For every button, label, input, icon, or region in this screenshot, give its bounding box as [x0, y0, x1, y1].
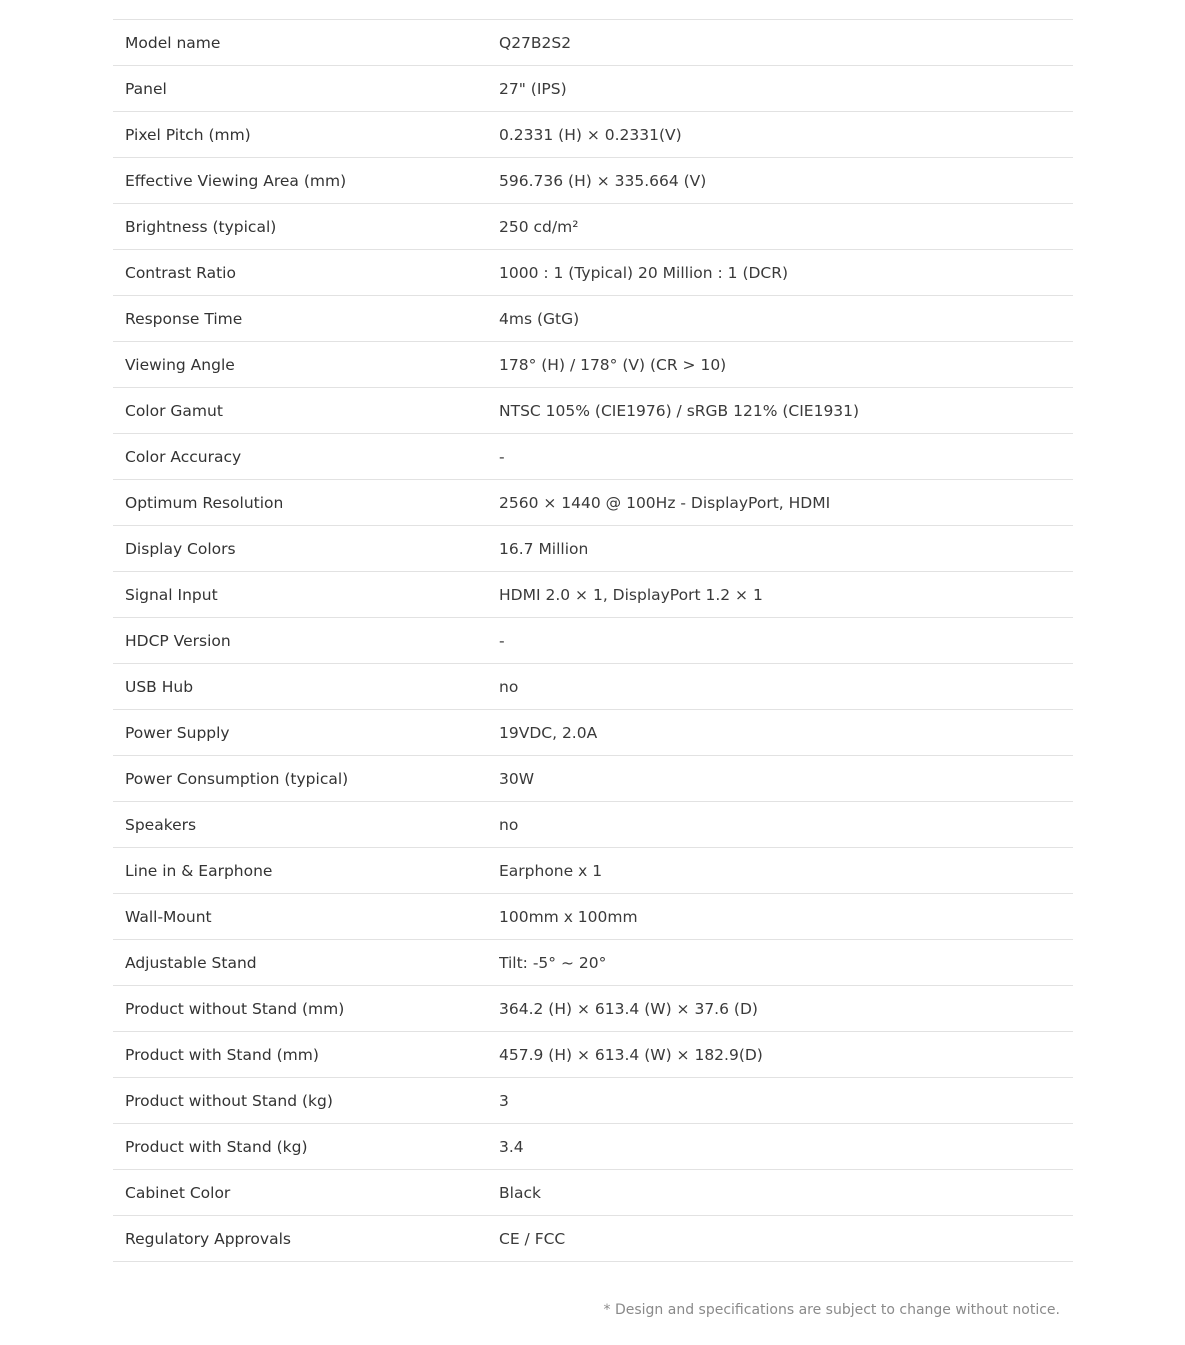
spec-value: Q27B2S2 — [499, 20, 1073, 66]
spec-label: Line in & Earphone — [113, 848, 499, 894]
spec-value: Tilt: -5° ~ 20° — [499, 940, 1073, 986]
spec-label: Viewing Angle — [113, 342, 499, 388]
spec-value: 1000 : 1 (Typical) 20 Million : 1 (DCR) — [499, 250, 1073, 296]
spec-label: USB Hub — [113, 664, 499, 710]
table-row — [113, 342, 1073, 388]
spec-label: Effective Viewing Area (mm) — [113, 158, 499, 204]
spec-label: Response Time — [113, 296, 499, 342]
spec-label: Wall-Mount — [113, 894, 499, 940]
table-row — [113, 526, 1073, 572]
spec-label: Model name — [113, 20, 499, 66]
spec-label: Power Consumption (typical) — [113, 756, 499, 802]
table-row — [113, 756, 1073, 802]
table-row — [113, 802, 1073, 848]
spec-value: 16.7 Million — [499, 526, 1073, 572]
spec-label: Color Gamut — [113, 388, 499, 434]
spec-label: HDCP Version — [113, 618, 499, 664]
spec-label: Product with Stand (kg) — [113, 1124, 499, 1170]
spec-label: Cabinet Color — [113, 1170, 499, 1216]
table-row — [113, 664, 1073, 710]
spec-label: Contrast Ratio — [113, 250, 499, 296]
spec-label: Speakers — [113, 802, 499, 848]
spec-value: 178° (H) / 178° (V) (CR > 10) — [499, 342, 1073, 388]
table-row — [113, 158, 1073, 204]
spec-value: Earphone x 1 — [499, 848, 1073, 894]
spec-label: Display Colors — [113, 526, 499, 572]
table-row — [113, 1078, 1073, 1124]
table-row — [113, 1032, 1073, 1078]
spec-value: 3.4 — [499, 1124, 1073, 1170]
table-row — [113, 112, 1073, 158]
spec-table — [113, 19, 1073, 1262]
spec-value: 19VDC, 2.0A — [499, 710, 1073, 756]
table-row — [113, 1216, 1073, 1262]
spec-label: Panel — [113, 66, 499, 112]
table-row — [113, 250, 1073, 296]
spec-table-container — [113, 19, 1073, 1262]
table-row — [113, 848, 1073, 894]
spec-value: 457.9 (H) × 613.4 (W) × 182.9(D) — [499, 1032, 1073, 1078]
spec-value: - — [499, 434, 1073, 480]
spec-label: Product with Stand (mm) — [113, 1032, 499, 1078]
spec-value: no — [499, 664, 1073, 710]
spec-value: CE / FCC — [499, 1216, 1073, 1262]
spec-value: 596.736 (H) × 335.664 (V) — [499, 158, 1073, 204]
spec-value: - — [499, 618, 1073, 664]
spec-value: 2560 × 1440 @ 100Hz - DisplayPort, HDMI — [499, 480, 1073, 526]
table-row — [113, 894, 1073, 940]
spec-label: Adjustable Stand — [113, 940, 499, 986]
spec-label: Optimum Resolution — [113, 480, 499, 526]
spec-value: 100mm x 100mm — [499, 894, 1073, 940]
spec-value: 4ms (GtG) — [499, 296, 1073, 342]
spec-label: Brightness (typical) — [113, 204, 499, 250]
spec-label: Product without Stand (kg) — [113, 1078, 499, 1124]
spec-value: 0.2331 (H) × 0.2331(V) — [499, 112, 1073, 158]
spec-label: Color Accuracy — [113, 434, 499, 480]
table-row — [113, 618, 1073, 664]
disclaimer-footnote: * Design and specifications are subject to change without notice. — [603, 1302, 1060, 1318]
spec-value: no — [499, 802, 1073, 848]
spec-value: 250 cd/m² — [499, 204, 1073, 250]
spec-label: Power Supply — [113, 710, 499, 756]
spec-value: Black — [499, 1170, 1073, 1216]
spec-value: 3 — [499, 1078, 1073, 1124]
table-row — [113, 66, 1073, 112]
spec-value: HDMI 2.0 × 1, DisplayPort 1.2 × 1 — [499, 572, 1073, 618]
spec-value: 27" (IPS) — [499, 66, 1073, 112]
table-row — [113, 480, 1073, 526]
table-row — [113, 388, 1073, 434]
table-row — [113, 986, 1073, 1032]
table-row — [113, 572, 1073, 618]
spec-label: Pixel Pitch (mm) — [113, 112, 499, 158]
table-row — [113, 20, 1073, 66]
spec-label: Signal Input — [113, 572, 499, 618]
table-row — [113, 296, 1073, 342]
spec-label: Product without Stand (mm) — [113, 986, 499, 1032]
spec-value: 364.2 (H) × 613.4 (W) × 37.6 (D) — [499, 986, 1073, 1032]
spec-label: Regulatory Approvals — [113, 1216, 499, 1262]
spec-value: 30W — [499, 756, 1073, 802]
table-row — [113, 1170, 1073, 1216]
table-row — [113, 940, 1073, 986]
table-row — [113, 1124, 1073, 1170]
table-row — [113, 434, 1073, 480]
table-row — [113, 710, 1073, 756]
spec-value: NTSC 105% (CIE1976) / sRGB 121% (CIE1931) — [499, 388, 1073, 434]
table-row — [113, 204, 1073, 250]
